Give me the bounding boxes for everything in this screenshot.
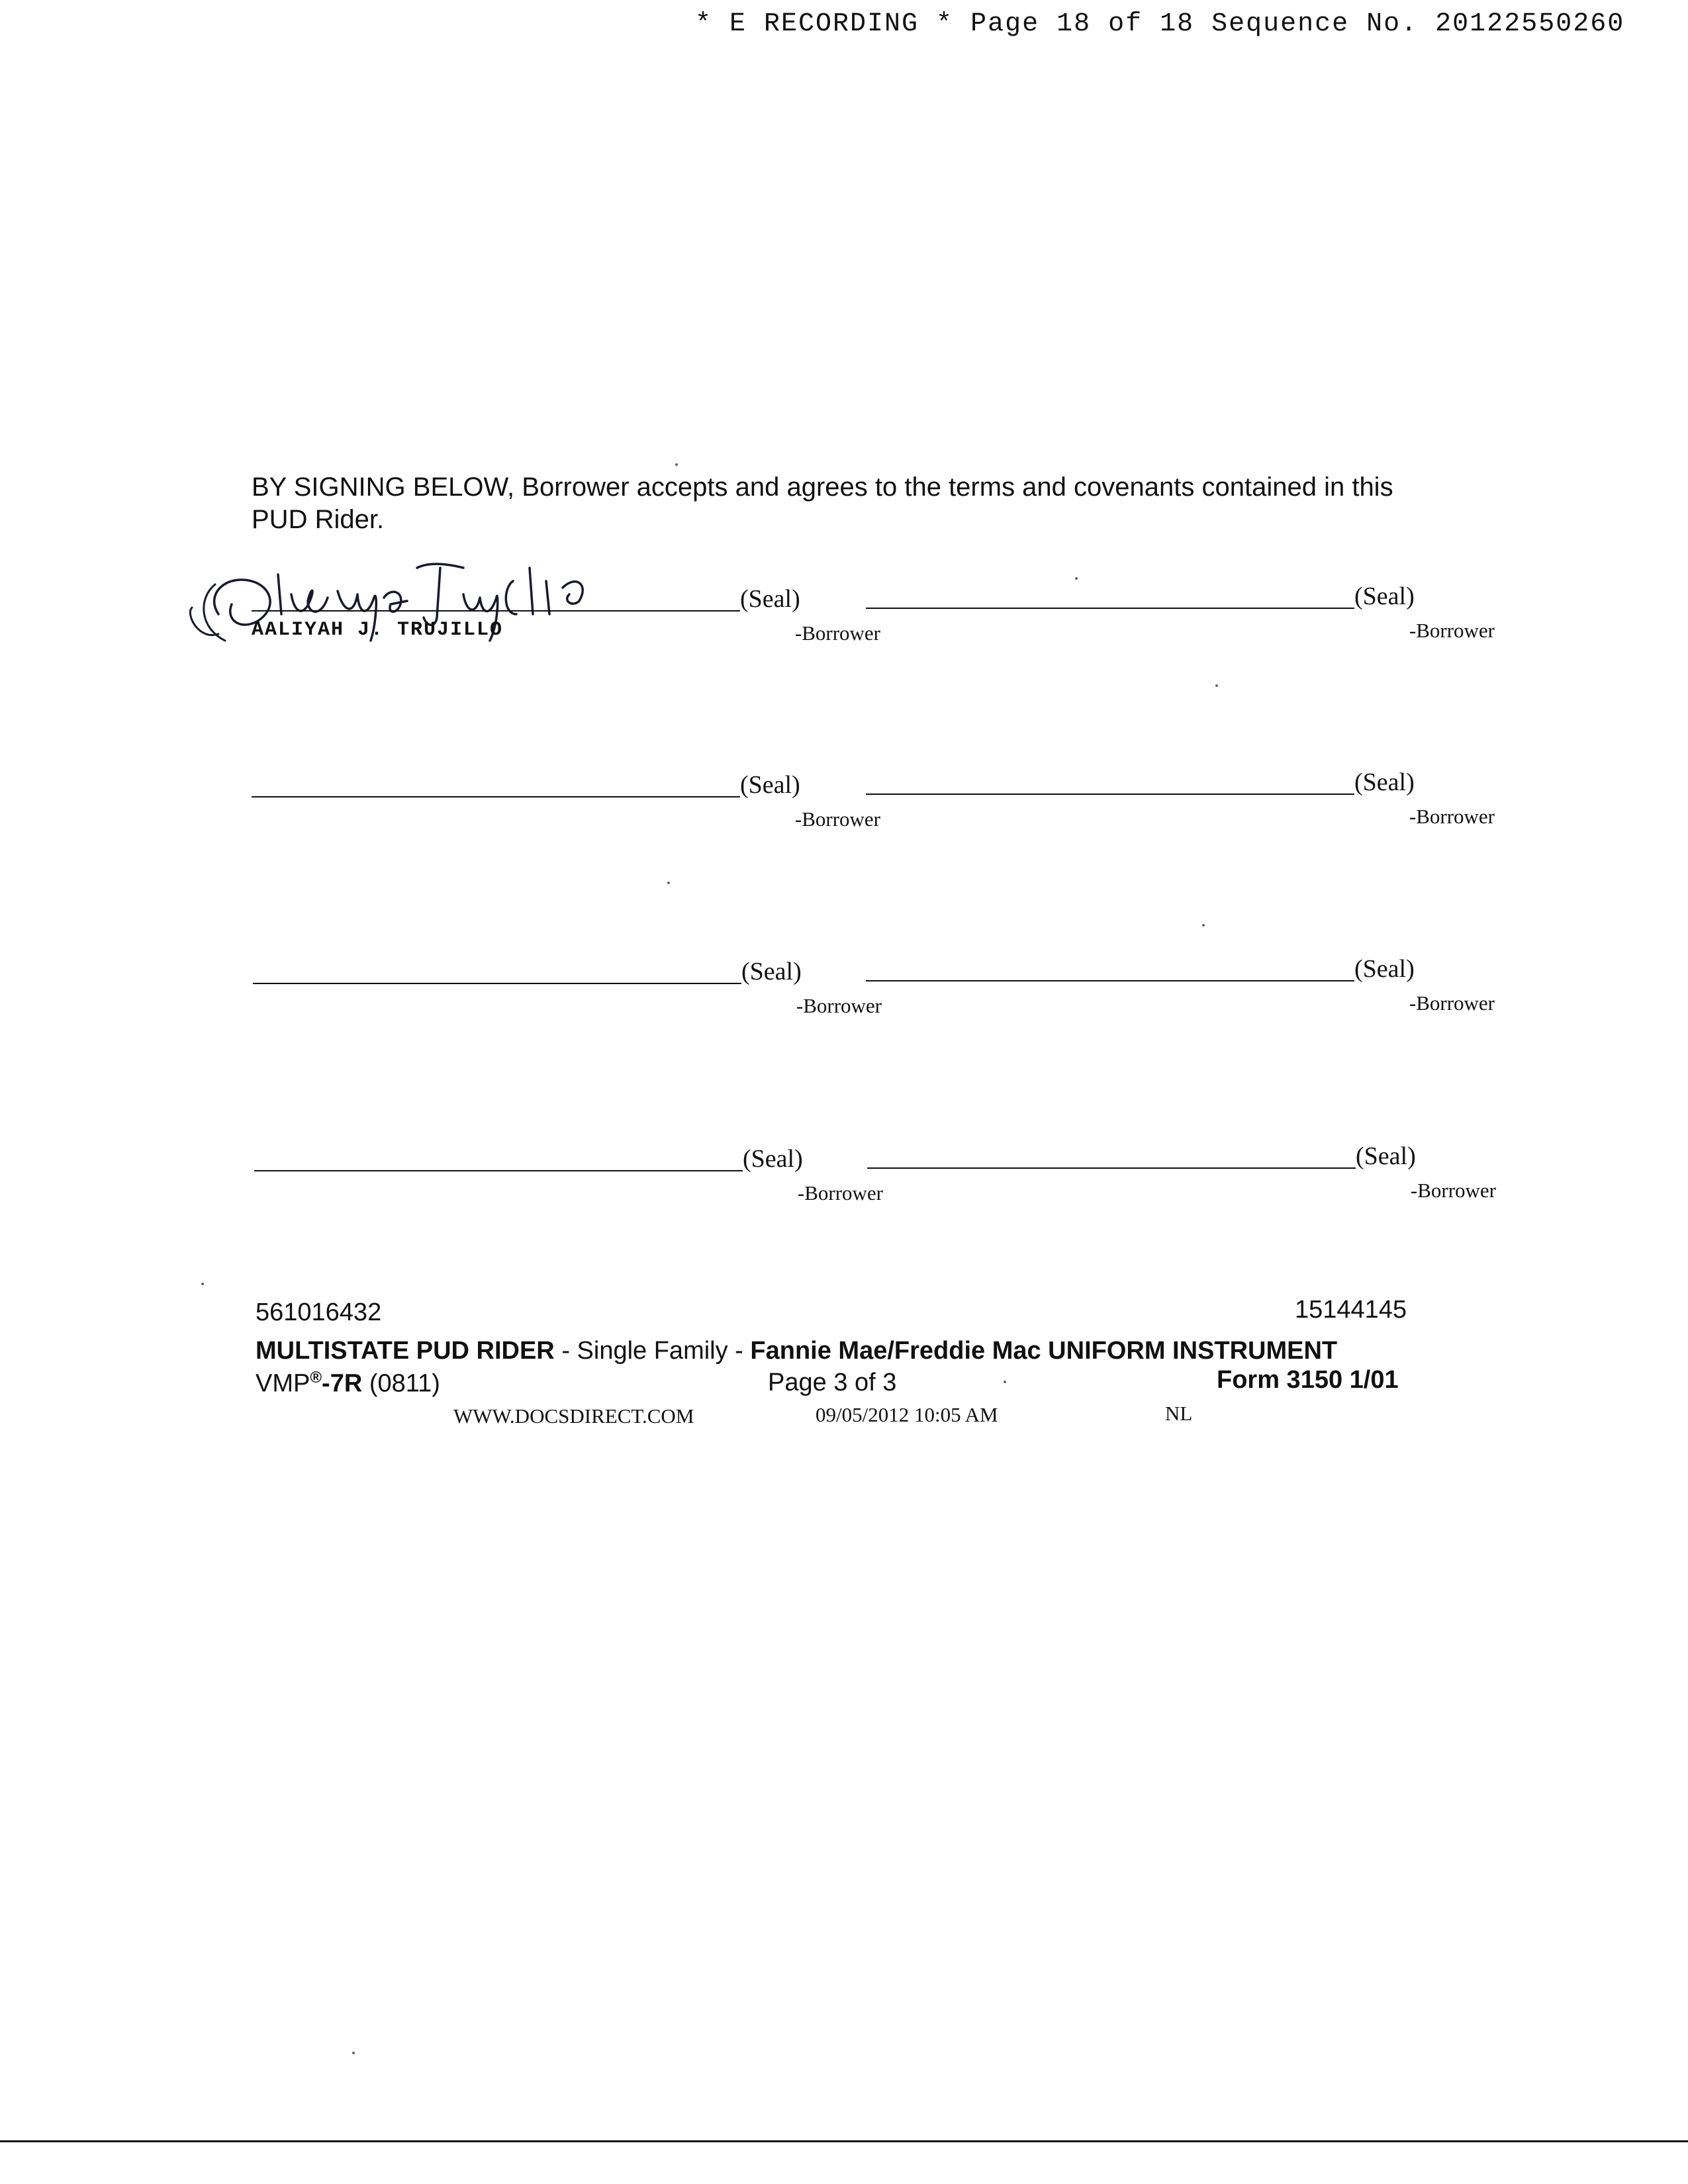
role-label: -Borrower [1409,805,1495,828]
scan-speck [1215,684,1218,687]
signature-line [254,1170,743,1171]
preparer-initials: NL [1165,1402,1193,1425]
signature-block-2 [866,582,1495,641]
seal-label: (Seal) [1354,955,1415,983]
signer-name: AALIYAH J. TRUJILLO [252,619,504,641]
form-title-main: MULTISTATE PUD RIDER [256,1337,555,1365]
print-timestamp: 09/05/2012 10:05 AM [816,1403,998,1426]
form-title-instrument: UNIFORM INSTRUMENT [1041,1337,1338,1365]
seal-label: (Seal) [741,958,802,985]
seal-label: (Seal) [1354,582,1415,610]
scan-speck [1004,1381,1006,1383]
signature-block-5 [253,957,882,1017]
form-code-version: (0811) [362,1369,440,1398]
website: WWW.DOCSDIRECT.COM [453,1404,694,1428]
signature-line [866,794,1354,795]
signature-line [866,608,1354,609]
signature-line [252,796,740,797]
signature-block-1 [252,584,880,644]
acceptance-statement: BY SIGNING BELOW, Borrower accepts and agrees to the terms and covenants contained in this PUD Rider. [252,473,1393,534]
seal-label: (Seal) [743,1145,803,1173]
seal-label: (Seal) [1356,1142,1416,1170]
role-label: -Borrower [797,1181,883,1205]
signature-block-3 [252,770,880,830]
handwritten-signature [179,535,774,667]
scan-speck [201,1283,204,1285]
form-title-agency: Fannie Mae/Freddie Mac [750,1337,1041,1365]
signature-block-6 [866,954,1495,1014]
scan-speck [1202,924,1205,927]
form-code-suffix: -7R [322,1369,363,1398]
scan-speck [667,882,670,884]
signature-line [867,1167,1356,1169]
form-code-prefix: VMP [256,1369,310,1398]
loan-number: 561016432 [256,1298,382,1326]
form-title-type: - Single Family - [554,1337,751,1365]
role-label: -Borrower [794,621,880,645]
seal-label: (Seal) [740,585,800,613]
scan-speck [1075,577,1078,580]
role-label: -Borrower [1409,991,1495,1015]
page-indicator: Page 3 of 3 [768,1369,897,1396]
seal-label: (Seal) [740,771,800,799]
role-label: -Borrower [1410,1179,1496,1202]
role-label: -Borrower [796,994,882,1017]
scan-speck [352,2052,355,2054]
form-number: Form 3150 1/01 [1217,1366,1399,1394]
seal-label: (Seal) [1354,768,1415,796]
registered-mark: ® [310,1369,322,1387]
signature-line [253,983,741,984]
signature-line [252,610,740,612]
form-code [256,1369,440,1398]
document-number: 15144145 [1295,1296,1407,1324]
signature-block-4 [866,768,1495,827]
signature-block-7 [254,1144,883,1204]
bottom-rule [0,2140,1688,2142]
recording-header: * E RECORDING * Page 18 of 18 Sequence No. 20122550260 [695,9,1625,39]
role-label: -Borrower [1409,619,1495,642]
signature-block-8 [867,1142,1496,1201]
form-title [256,1337,1337,1365]
signature-line [866,980,1354,981]
scan-speck [675,463,678,466]
role-label: -Borrower [794,807,880,831]
